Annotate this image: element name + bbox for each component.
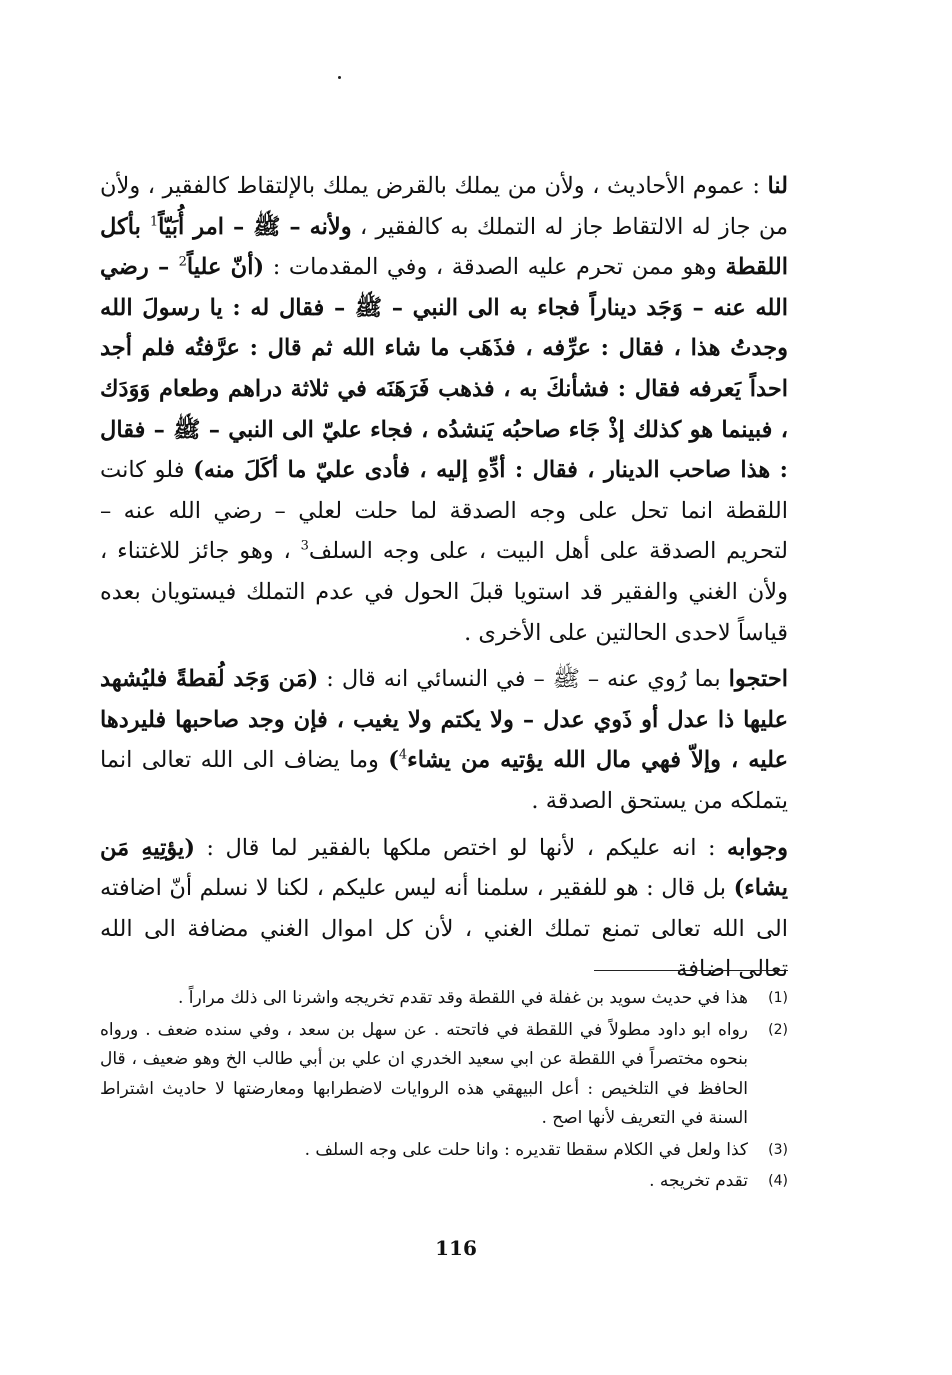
footnote-marker: 4	[398, 747, 408, 763]
footnote-2	[100, 1016, 788, 1134]
footnote-marker: 2	[178, 254, 187, 270]
bold-text: – رضي الله عنه – وَجَد ديناراً فجاء به الى النبي – ﷺ – فقال له : يا رسولَ الله وجدتُ هذا ، فقال : عرِّفه ، فذَهَب ما شاء الله ثم قال : عرَّفتُه فلم أجد احداً يَعرفه فقال : فشأنكَ به ، فذهب فَرَهَنَه في ثلاثة دراهم وطعام وَوَدَك ، فبينما هو كذلك إذْ جَاء صاحبُه يَنشدُه ، فجاء عليّ الى النبي – ﷺ – فقال : هذا صاحب الدينار ، فقال : أدِّهِ إليه ، فأدى عليّ ما أكَلَ منه)	[100, 254, 788, 484]
footnotes	[100, 984, 788, 1199]
footnote-divider	[594, 970, 788, 971]
bold-text: احتجوا	[728, 666, 789, 693]
footnote-text: تقدم تخريجه .	[649, 1171, 748, 1191]
bold-text: بأكل اللقطة	[100, 213, 788, 281]
bold-text: وجوابه	[727, 834, 788, 861]
footnote-4	[100, 1167, 788, 1197]
plain-text: وما يضاف الى الله تعالى انما يتملكه من يستحق الصدقة .	[100, 747, 788, 814]
paragraph-2	[100, 659, 788, 821]
bold-text: )	[388, 747, 399, 774]
footnote-number: (1)	[768, 990, 788, 1006]
plain-text: : عموم الأحاديث ، ولأن من يملك بالقرض يملك بالإلتقاط كالفقير ، ولأن من جاز له الالتقاط جاز له التملك به كالفقير ،	[100, 173, 788, 240]
footnote-marker: 1	[149, 214, 159, 230]
footnote-3	[100, 1136, 788, 1166]
bold-text: لنا	[767, 173, 788, 199]
plain-text: بل قال : هو للفقير ، سلمنا أنه ليس عليكم ، لكنا لا نسلم أنّ اضافته الى الله تعالى تمنع تملك الغني ، لأن كل اموال الغني مضافة الى الله تعالى اضافة	[100, 875, 788, 983]
footnote-1	[100, 984, 788, 1014]
main-text	[100, 166, 788, 996]
footnote-text: رواه ابو داود مطولاً في اللقطة في فاتحته . عن سهل بن سعد ، وفي سنده ضعف . ورواه بنحوه مختصراً في اللقطة عن ابي سعيد الخدري ان علي بن أبي طالب الخ وهو ضعيف ، قال الحافظ في التلخيص : أعل البيهقي هذه الروايات لاضطرابها ومعارضتها لا حاديث اشتراط السنة في التعريف لأنها اصح .	[100, 1019, 748, 1128]
plain-text: وهو ممن تحرم عليه الصدقة ، وفي المقدمات :	[264, 254, 726, 281]
page-number: 116	[435, 1236, 477, 1260]
footnote-number: (3)	[768, 1141, 788, 1158]
paragraph-3	[100, 828, 788, 990]
footnote-number: (2)	[768, 1021, 788, 1038]
plain-text: ، وهو جائز للاغتناء ، ولأن الغني والفقير قد استويا قبلَ الحول في عدم التملك فيستويان بعده قياساً لاحدى الحالتين على الأخرى .	[100, 538, 788, 646]
plain-text: بما رُوي عنه – ﷺ – في النسائي انه قال :	[318, 666, 729, 693]
bold-text: (مَن وَجَد لُقطةً فليُشهد عليها ذا عدل أو ذَوي عدل – ولا يكتم ولا يغيب ، فإن وجد صاحبها فليردها عليه ، وإلاّ فهي مال الله يؤتيه من يشاء	[100, 666, 789, 774]
bold-text: (أنّ علياً	[186, 254, 265, 281]
plain-text: : انه عليكم ، لأنها لو اختص ملكها بالفقير لما قال :	[194, 834, 727, 861]
footnote-number: (4)	[768, 1173, 788, 1189]
footnote-marker: 3	[300, 538, 309, 554]
paragraph-1	[100, 166, 788, 653]
footnote-text: هذا في حديث سويد بن غفلة في اللقطة وقد تقدم تخريجه واشرنا الى ذلك مراراً .	[178, 988, 748, 1008]
bold-text: ولأنه – ﷺ – امر أُبَيّاً	[158, 213, 352, 240]
stray-mark	[338, 76, 341, 79]
footnote-text: كذا ولعل في الكلام سقطا تقديره : وانا حلت على وجه السلف .	[304, 1139, 748, 1160]
bold-text: (يؤتِيهِ مَن يشاء)	[100, 834, 788, 902]
plain-text: فلو كانت اللقطة انما تحل على وجه الصدقة لما حلت لعلي – رضي الله عنه – لتحريم الصدقة على أهل البيت ، على وجه السلف	[100, 457, 788, 565]
